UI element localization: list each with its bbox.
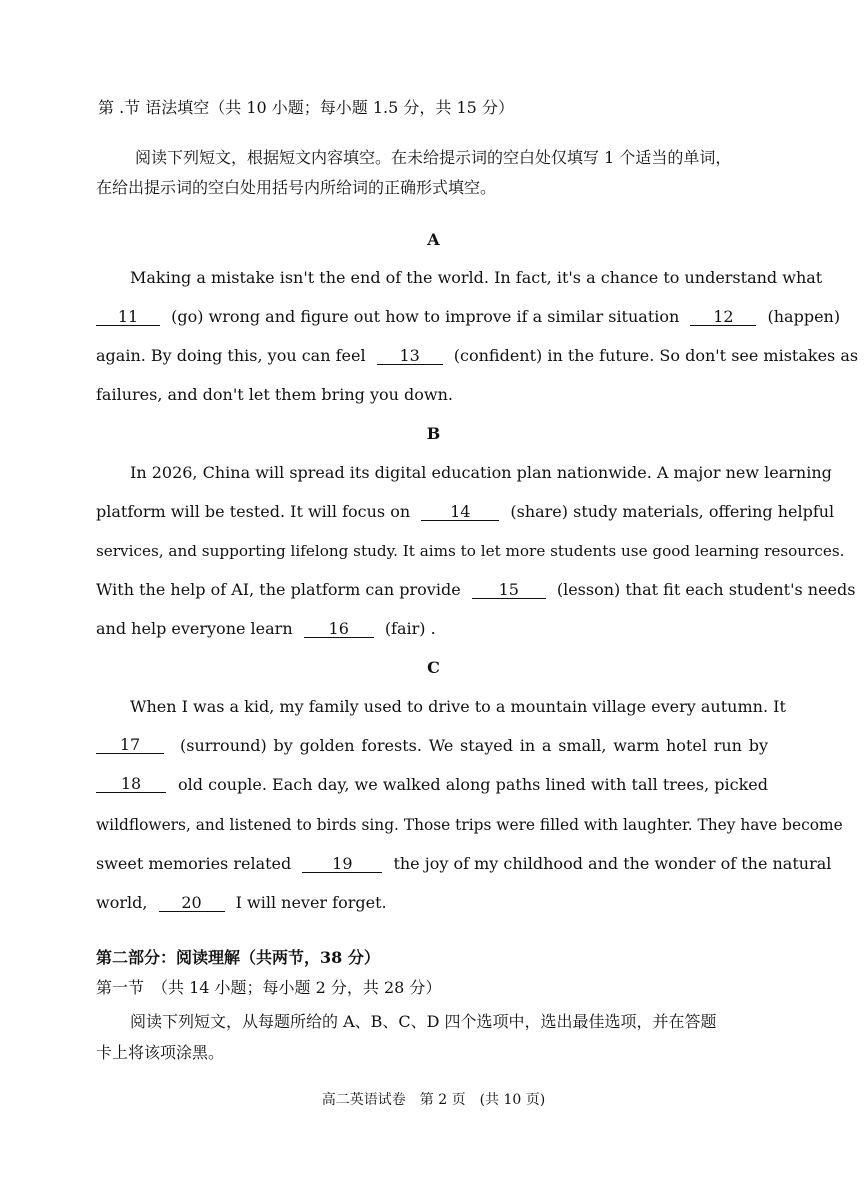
passage-label-b: B bbox=[426, 424, 441, 443]
passage-a-line-1: Making a mistake isn't the end of the world. In fact, it's a chance to understand what bbox=[130, 268, 823, 287]
blank-16[interactable]: 16 bbox=[304, 620, 374, 638]
instruction-line: 阅读下列短文，从每题所给的 A、B、C、D 四个选项中，选出最佳选项，并在答题 bbox=[130, 1012, 717, 1031]
passage-a-line-4: failures, and don't let them bring you down. bbox=[96, 385, 453, 404]
section-heading: 第 .节 语法填空（共 10 小题；每小题 1.5 分，共 15 分） bbox=[98, 98, 514, 117]
blank-20[interactable]: 20 bbox=[159, 894, 225, 912]
passage-a-line-2: 11 (go) wrong and figure out how to improve if a similar situation 12 (happen) bbox=[96, 307, 768, 327]
blank-19[interactable]: 19 bbox=[302, 855, 382, 873]
passage-b-line-4: With the help of AI, the platform can provide 15 (lesson) that fit each student's needs bbox=[96, 580, 856, 599]
passage-c-line-4: wildflowers, and listened to birds sing. Those trips were filled with laughter. They have become bbox=[96, 816, 843, 834]
passage-b-line-1: In 2026, China will spread its digital education plan nationwide. A major new learning bbox=[130, 463, 832, 482]
blank-14[interactable]: 14 bbox=[421, 503, 499, 521]
passage-a-line-3: again. By doing this, you can feel 13 (confident) in the future. So don't see mistakes as bbox=[96, 346, 859, 365]
passage-label-a: A bbox=[427, 230, 440, 249]
passage-c-line-1: When I was a kid, my family used to drive to a mountain village every autumn. It bbox=[130, 697, 786, 716]
blank-12[interactable]: 12 bbox=[690, 308, 756, 326]
passage-c-line-3: 18 old couple. Each day, we walked along paths lined with tall trees, picked bbox=[96, 775, 768, 795]
instruction-line: 阅读下列短文，根据短文内容填空。在未给提示词的空白处仅填写 1 个适当的单词， bbox=[135, 148, 732, 167]
instruction-line: 卡上将该项涂黑。 bbox=[96, 1043, 225, 1062]
instruction-line: 在给出提示词的空白处用括号内所给词的正确形式填空。 bbox=[96, 178, 497, 197]
passage-b-line-2: platform will be tested. It will focus on 14 (share) study materials, offering helpful bbox=[96, 502, 835, 521]
page-footer: 高二英语试卷 第 2 页 (共 10 页) bbox=[321, 1092, 546, 1108]
passage-c-line-5: sweet memories related 19 the joy of my childhood and the wonder of the natural bbox=[96, 854, 832, 873]
section-one-heading: 第一节 （共 14 小题；每小题 2 分，共 28 分） bbox=[96, 978, 442, 997]
blank-11[interactable]: 11 bbox=[96, 308, 160, 326]
passage-b-line-5: and help everyone learn 16 (fair) . bbox=[96, 619, 436, 638]
blank-15[interactable]: 15 bbox=[472, 581, 546, 599]
passage-c-line-6: world, 20 I will never forget. bbox=[96, 893, 387, 912]
part-two-heading: 第二部分：阅读理解（共两节，38 分） bbox=[96, 948, 380, 967]
passage-label-c: C bbox=[427, 658, 440, 677]
blank-17[interactable]: 17 bbox=[96, 736, 164, 754]
blank-13[interactable]: 13 bbox=[377, 347, 443, 365]
blank-18[interactable]: 18 bbox=[96, 775, 166, 793]
passage-b-line-3: services, and supporting lifelong study. It aims to let more students use good learning resources. bbox=[96, 542, 845, 560]
passage-c-line-2: 17 (surround) by golden forests. We stayed in a small, warm hotel run by bbox=[96, 736, 768, 756]
